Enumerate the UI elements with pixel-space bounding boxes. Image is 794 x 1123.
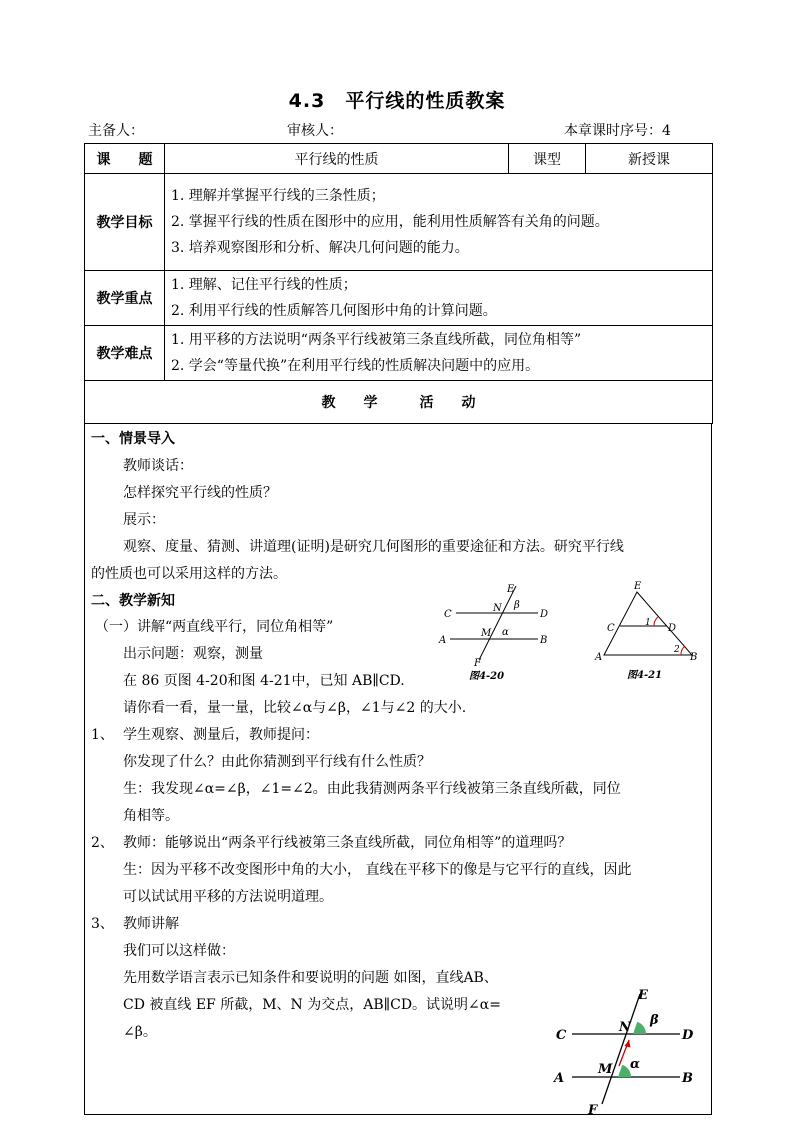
goal-item: 3. 培养观察图形和分析、解决几何问题的能力。	[171, 240, 469, 256]
label-beta: β	[650, 1013, 659, 1028]
paragraph: 你发现了什么？由此你猜测到平行线有什么性质？	[123, 754, 431, 770]
label-a: A	[554, 1071, 565, 1086]
paragraph: 角相等。	[123, 808, 179, 824]
paragraph: 教师谈话：	[123, 458, 193, 474]
line-ef	[602, 994, 640, 1104]
label-a: A	[595, 652, 603, 663]
goals-content	[165, 174, 713, 271]
label-e: E	[507, 584, 515, 595]
paragraph: 请你看一看，量一量，比较∠α与∠β，∠1与∠2 的大小.	[123, 700, 467, 716]
label-e: E	[638, 988, 648, 1003]
label-c: C	[607, 623, 615, 634]
subsection-heading: （一）讲解“两直线平行，同位角相等”	[95, 619, 334, 635]
caption-4-21: 图4-21	[627, 670, 663, 681]
label-1: 1	[645, 618, 651, 628]
topic-value: 平行线的性质	[165, 144, 509, 174]
lesson-number: 本章课时序号：4	[564, 123, 671, 139]
label-m: M	[598, 1062, 613, 1077]
list-number: 1、	[91, 727, 114, 743]
label-alpha: α	[502, 627, 509, 638]
label-n: N	[493, 603, 502, 614]
angle-2-arc	[681, 646, 685, 655]
preparer-label: 主备人：	[88, 123, 144, 139]
goal-item: 1. 理解并掌握平行线的三条性质；	[171, 188, 385, 204]
difficulty-label: 教学难点	[85, 326, 165, 381]
reviewer-label: 审核人：	[287, 123, 343, 139]
label-d: D	[540, 609, 549, 620]
label-f: F	[474, 658, 481, 669]
angle-beta-fill	[633, 1022, 646, 1034]
key-points-label: 教学重点	[85, 271, 165, 326]
line-ef	[479, 586, 516, 660]
page-title: 4.3 平行线的性质教案	[288, 90, 506, 112]
lesson-plan-table	[84, 143, 713, 424]
difficulty-item: 1. 用平移的方法说明“两条平行线被第三条直线所截，同位角相等”	[171, 332, 582, 348]
paragraph: 学生观察、测量后，教师提问：	[123, 727, 319, 743]
label-d: D	[682, 1028, 694, 1043]
paragraph: 展示：	[123, 512, 165, 528]
key-point-item: 1. 理解、记住平行线的性质；	[171, 277, 357, 293]
label-b: B	[540, 635, 548, 646]
paragraph: CD 被直线 EF 所截，M、N 为交点，AB∥CD。试说明∠α=	[123, 997, 501, 1013]
list-number: 2、	[91, 835, 114, 851]
paragraph: 的性质也可以采用这样的方法。	[91, 566, 287, 582]
label-f: F	[588, 1103, 598, 1117]
paragraph: 生：我发现∠α=∠β，∠1=∠2。由此我猜测两条平行线被第三条直线所截，同位	[123, 781, 621, 797]
difficulty-item: 2. 学会“等量代换”在利用平行线的性质解决问题中的应用。	[171, 358, 540, 374]
paragraph: 观察、度量、猜测、讲道理(证明)是研究几何图形的重要途征和方法。研究平行线	[123, 539, 624, 555]
label-c: C	[444, 609, 452, 620]
figure-4-20	[436, 578, 556, 680]
label-beta: β	[514, 600, 520, 611]
section-heading: 二、教学新知	[91, 593, 175, 609]
paragraph: 在 86 页图 4-20和图 4-21中，已知 AB∥CD.	[123, 673, 405, 689]
paragraph: 出示问题：观察，测量	[123, 646, 263, 662]
angle-1-arc	[654, 617, 658, 626]
key-points-content	[165, 271, 713, 326]
key-point-item: 2. 利用平行线的性质解答几何图形中角的计算问题。	[171, 303, 497, 319]
label-e: E	[634, 581, 642, 592]
label-b: B	[682, 1071, 693, 1086]
label-2: 2	[674, 645, 680, 655]
activity-header: 教 学 活 动	[85, 381, 713, 424]
label-n: N	[619, 1020, 631, 1035]
paragraph: 我们可以这样做：	[123, 943, 235, 959]
topic-label: 课 题	[85, 144, 165, 174]
label-c: C	[556, 1028, 567, 1043]
goal-item: 2. 掌握平行线的性质在图形中的应用，能利用性质解答有关角的问题。	[171, 214, 609, 230]
paragraph: 先用数学语言表示已知条件和要说明的问题 如图，直线AB、	[123, 970, 498, 986]
type-label: 课型	[509, 144, 586, 174]
label-a: A	[439, 635, 447, 646]
figure-parallel-transversal	[550, 982, 700, 1117]
type-value: 新授课	[586, 144, 713, 174]
paragraph: 怎样探究平行线的性质？	[123, 485, 277, 501]
paragraph: ∠β。	[123, 1024, 157, 1040]
paragraph: 教师：能够说出“两条平行线被第三条直线所截，同位角相等”的道理吗？	[123, 835, 572, 851]
caption-4-20: 图4-20	[469, 671, 505, 680]
section-heading: 一、情景导入	[91, 431, 175, 447]
figure-4-21	[592, 580, 702, 684]
label-alpha: α	[630, 1057, 641, 1072]
goals-label: 教学目标	[85, 174, 165, 271]
paragraph: 教师讲解	[123, 916, 179, 932]
list-number: 3、	[91, 916, 114, 932]
arrow-head-icon	[625, 1040, 631, 1048]
label-b: B	[690, 652, 698, 663]
label-m: M	[481, 628, 492, 639]
paragraph: 生：因为平移不改变图形中角的大小， 直线在平移下的像是与它平行的直线，因此	[123, 862, 632, 878]
difficulty-content	[165, 326, 713, 381]
paragraph: 可以试试用平移的方法说明道理。	[123, 889, 333, 905]
label-d: D	[668, 623, 677, 634]
